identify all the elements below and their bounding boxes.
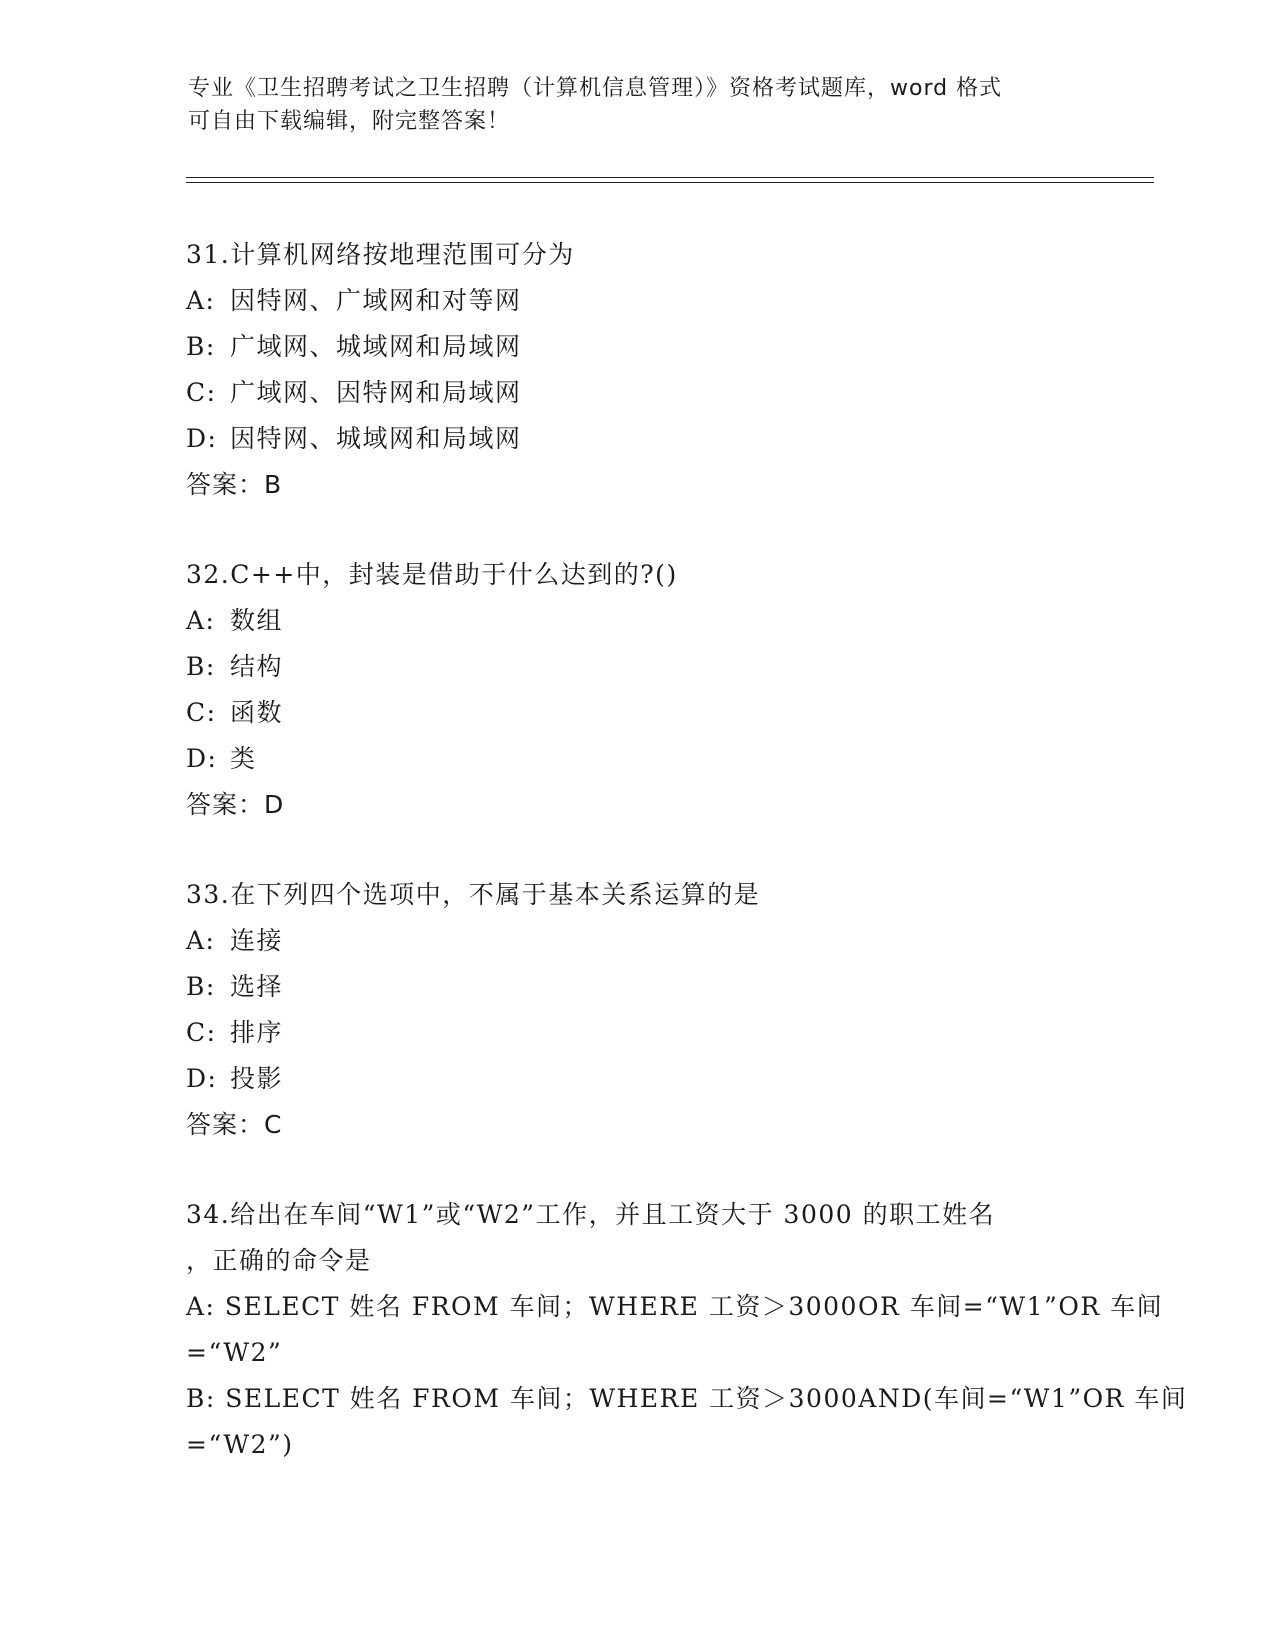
option-label: A: bbox=[186, 606, 216, 635]
header-line-1: 专业《卫生招聘考试之卫生招聘（计算机信息管理）》资格考试题库，word 格式 bbox=[188, 76, 1003, 101]
option-label: B: bbox=[186, 332, 216, 361]
question-stem-line-2: ，正确的命令是 bbox=[186, 1246, 372, 1275]
option-text: 函数 bbox=[230, 698, 284, 727]
option-d bbox=[186, 416, 1086, 462]
option-label: B: bbox=[186, 972, 216, 1001]
option-text: 因特网、城域网和局域网 bbox=[230, 424, 522, 453]
header-line-2: 可自由下载编辑，附完整答案！ bbox=[188, 109, 511, 134]
option-a bbox=[186, 278, 1086, 324]
option-label: C: bbox=[186, 698, 217, 727]
option-label: C: bbox=[186, 378, 217, 407]
option-b bbox=[186, 324, 1086, 370]
question-stem: 32.C++中，封装是借助于什么达到的?() bbox=[186, 560, 678, 589]
option-text: 广域网、城域网和局域网 bbox=[230, 332, 522, 361]
option-label: C: bbox=[186, 1018, 217, 1047]
option-b-line-2: =“W2”) bbox=[186, 1430, 294, 1459]
option-b bbox=[186, 964, 1086, 1010]
option-label: B: bbox=[186, 652, 216, 681]
option-text: 选择 bbox=[230, 972, 284, 1001]
header-divider-top bbox=[186, 177, 1154, 178]
question-stem: 33.在下列四个选项中，不属于基本关系运算的是 bbox=[186, 880, 761, 909]
option-b-line-1: B: SELECT 姓名 FROM 车间；WHERE 工资＞3000AND(车间=“W1”OR 车间 bbox=[186, 1384, 1188, 1413]
option-b bbox=[186, 644, 1086, 690]
option-c bbox=[186, 1010, 1086, 1056]
header-divider-bottom bbox=[186, 182, 1154, 183]
question-31 bbox=[186, 232, 1086, 508]
option-a bbox=[186, 918, 1086, 964]
option-c bbox=[186, 690, 1086, 736]
option-text: 数组 bbox=[230, 606, 284, 635]
option-text: 结构 bbox=[230, 652, 284, 681]
option-a bbox=[186, 598, 1086, 644]
option-a-line-1: A: SELECT 姓名 FROM 车间；WHERE 工资＞3000OR 车间=“W1”OR 车间 bbox=[186, 1292, 1164, 1321]
option-label: D: bbox=[186, 744, 218, 773]
question-34 bbox=[186, 1192, 1188, 1468]
option-d bbox=[186, 1056, 1086, 1102]
option-label: A: bbox=[186, 286, 216, 315]
question-33 bbox=[186, 872, 1086, 1148]
document-header bbox=[188, 72, 1068, 138]
answer-text: 答案：C bbox=[186, 1110, 283, 1139]
answer-text: 答案：D bbox=[186, 790, 285, 819]
question-stem-line-1: 34.给出在车间“W1”或“W2”工作，并且工资大于 3000 的职工姓名 bbox=[186, 1200, 996, 1229]
option-text: 广域网、因特网和局域网 bbox=[230, 378, 522, 407]
option-text: 因特网、广域网和对等网 bbox=[230, 286, 522, 315]
option-label: D: bbox=[186, 1064, 218, 1093]
option-label: D: bbox=[186, 424, 218, 453]
option-text: 连接 bbox=[230, 926, 284, 955]
option-d bbox=[186, 736, 1086, 782]
option-a-line-2: =“W2” bbox=[186, 1338, 283, 1367]
option-text: 投影 bbox=[230, 1064, 284, 1093]
question-stem: 31.计算机网络按地理范围可分为 bbox=[186, 240, 575, 269]
answer-text: 答案：B bbox=[186, 470, 283, 499]
option-c bbox=[186, 370, 1086, 416]
option-label: A: bbox=[186, 926, 216, 955]
question-32 bbox=[186, 552, 1086, 828]
option-text: 排序 bbox=[230, 1018, 284, 1047]
option-text: 类 bbox=[230, 744, 257, 773]
